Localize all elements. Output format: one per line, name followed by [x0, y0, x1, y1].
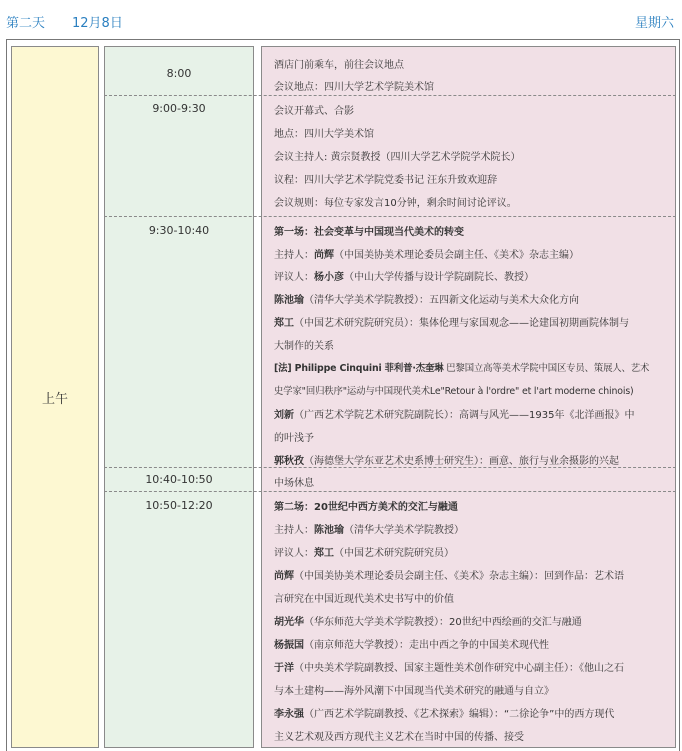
content-line: 会议主持人: 黄宗贤教授（四川大学艺术学院学术院长） [274, 152, 521, 163]
host-name: 陈池瑜 [314, 525, 344, 536]
speaker-name: [法] Philippe Cinquini 菲利普·杰奎琳 [274, 363, 444, 374]
reviewer-line [274, 268, 534, 283]
reviewer-name: 杨小彦 [314, 272, 344, 283]
host-desc: （清华大学美术学院教授） [344, 525, 464, 536]
speaker-name: 郭秋孜 [274, 456, 304, 467]
speaker-line-cont: 主义艺术观及西方现代主义艺术在当时中国的传播、接受 [274, 732, 524, 743]
row-divider [104, 491, 676, 492]
row-divider [104, 95, 676, 96]
speaker-line-cont: 的叶浅予 [274, 433, 314, 444]
content-line: 议程：四川大学艺术学院党委书记 汪东升致欢迎辞 [274, 175, 498, 186]
content-line: 会议地点：四川大学艺术学院美术馆 [274, 82, 434, 93]
speaker-name: 尚辉 [274, 571, 294, 582]
speaker-line [274, 567, 624, 582]
reviewer-desc: （中国艺术研究院研究员） [334, 548, 454, 559]
speaker-name: 李永强 [274, 709, 304, 720]
host-line [274, 246, 579, 261]
reviewer-name: 郑工 [314, 548, 334, 559]
speaker-line [274, 705, 614, 720]
speaker-line [274, 291, 579, 306]
weekday-label: 星期六 [634, 16, 674, 31]
speaker-desc: （中国艺术研究院研究员）：集体伦理与家国观念——论建国初期画院体制与 [294, 318, 629, 329]
speaker-line-cont: 言研究在中国近现代美术史书写中的价值 [274, 594, 454, 605]
speaker-line [274, 659, 624, 674]
speaker-line-cont: 史学家"回归秩序"运动与中国现代美术Le"Retour à l'ordre" et l'art moderne chinois) [274, 386, 634, 397]
speaker-line [274, 613, 582, 628]
speaker-line-cont: 大制作的关系 [274, 341, 334, 352]
speaker-line-cont: 与本土建构——海外风潮下中国现当代美术研究的融通与自立》 [274, 686, 554, 697]
speaker-desc: 巴黎国立高等美术学院中国区专员、策展人、艺术 [443, 363, 650, 374]
speaker-name: 于洋 [274, 663, 294, 674]
speaker-desc: （海德堡大学东亚艺术史系博士研究生）：画意、旅行与业余摄影的兴起 [304, 456, 619, 467]
speaker-line [274, 636, 549, 651]
time-slot: 8:00 [166, 67, 192, 80]
speaker-name: 胡光华 [274, 617, 304, 628]
speaker-desc: （中国美协美术理论委员会副主任、《美术》杂志主编）：回到作品：艺术语 [294, 571, 624, 582]
time-slot: 9:00-9:30 [152, 102, 206, 115]
speaker-desc: （南京师范大学教授）：走出中西之争的中国美术现代性 [304, 640, 549, 651]
speaker-name: 刘新 [274, 410, 294, 421]
content-line: 会议规则：每位专家发言10分钟，剩余时间讨论评议。 [274, 198, 517, 209]
break-line: 中场休息 [274, 478, 314, 489]
speaker-line [274, 452, 619, 467]
session-title: 第一场：社会变革与中国现当代美术的转变 [274, 227, 464, 238]
speaker-line [274, 360, 649, 374]
time-column [104, 46, 254, 748]
content-line: 酒店门前乘车，前往会议地点 [274, 60, 404, 71]
host-line [274, 521, 464, 536]
speaker-desc: （华东师范大学美术学院教授）：20世纪中西绘画的交汇与融通 [304, 617, 582, 628]
time-slot: 10:50-12:20 [145, 499, 213, 512]
host-label: 主持人： [274, 250, 314, 261]
date-label: 12月8日 [72, 16, 123, 31]
reviewer-label: 评议人： [274, 272, 314, 283]
speaker-name: 杨振国 [274, 640, 304, 651]
speaker-desc: （广西艺术学院艺术研究院副院长）：高调与风光——1935年《北洋画报》中 [294, 410, 635, 421]
speaker-name: 郑工 [274, 318, 294, 329]
speaker-line [274, 406, 634, 421]
host-desc: （中国美协美术理论委员会副主任、《美术》杂志主编） [334, 250, 579, 261]
reviewer-line [274, 544, 454, 559]
content-line: 会议开幕式、合影 [274, 106, 354, 117]
row-divider [104, 467, 676, 468]
period-label: 上午 [41, 391, 68, 407]
time-slot: 10:40-10:50 [145, 473, 213, 486]
host-name: 尚辉 [314, 250, 334, 261]
day-label: 第二天 [6, 16, 46, 31]
period-cell [11, 46, 99, 748]
content-line: 地点：四川大学美术馆 [274, 129, 374, 140]
host-label: 主持人： [274, 525, 314, 536]
time-slot: 9:30-10:40 [148, 224, 210, 237]
speaker-desc: （广西艺术学院副教授、《艺术探索》编辑）：“二徐论争”中的西方现代 [304, 709, 615, 720]
speaker-desc: （清华大学美术学院教授）：五四新文化运动与美术大众化方向 [304, 295, 579, 306]
row-divider [104, 216, 676, 217]
speaker-name: 陈池瑜 [274, 295, 304, 306]
speaker-line [274, 314, 629, 329]
reviewer-label: 评议人： [274, 548, 314, 559]
reviewer-desc: （中山大学传播与设计学院副院长、教授） [344, 272, 534, 283]
speaker-desc: （中央美术学院副教授、国家主题性美术创作研究中心副主任）：《他山之石 [294, 663, 624, 674]
session-title: 第二场：20世纪中西方美术的交汇与融通 [274, 502, 458, 513]
